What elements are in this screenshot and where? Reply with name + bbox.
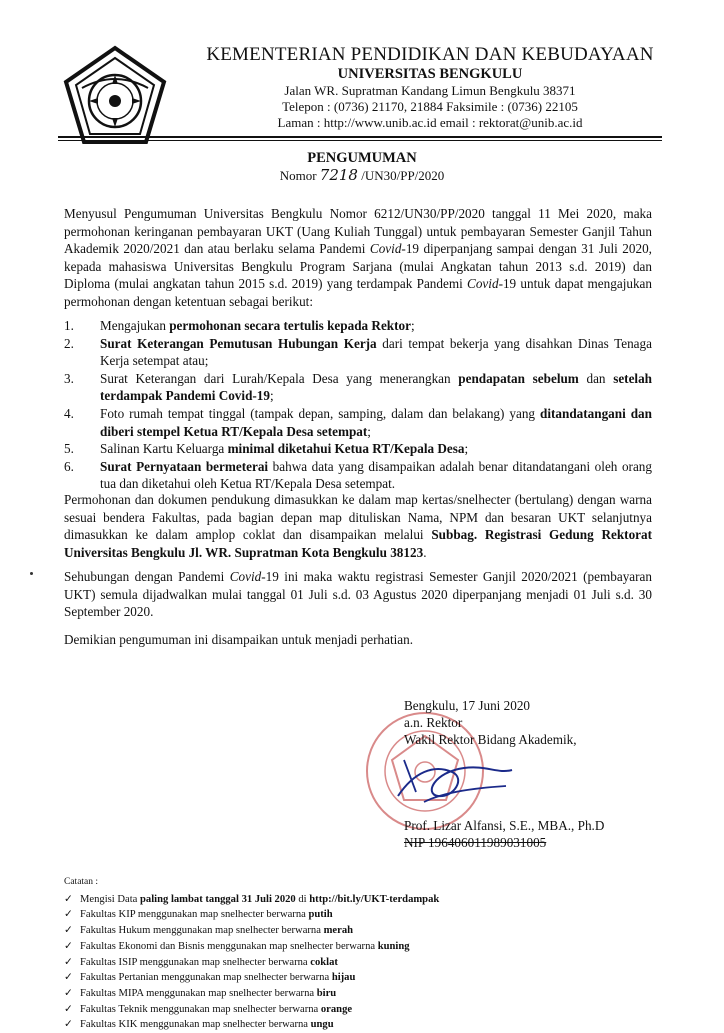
- signature-block: [404, 697, 577, 748]
- university-web: Laman : http://www.unib.ac.id email : rektorat@unib.ac.id: [277, 115, 583, 130]
- letterhead: [180, 44, 680, 131]
- list-item: ✓ Mengisi Data paling lambat tanggal 31 Juli 2020 di http://bit.ly/UKT-terdampak: [64, 892, 664, 908]
- signing-position: Wakil Rektor Bidang Akademik,: [404, 732, 577, 747]
- number-suffix: /UN30/PP/2020: [357, 168, 445, 183]
- list-item: 6. Surat Pernyataan bermeterai bahwa data yang disampaikan adalah benar ditandatangani oleh orang tua dan diketahui oleh Ketua RT/Kepala Desa setempat.: [64, 458, 652, 492]
- announcement-title: [0, 150, 724, 184]
- form-link[interactable]: http://bit.ly/UKT-terdampak: [309, 893, 440, 905]
- unib-seal-icon: [60, 44, 170, 148]
- list-item: 4. Foto rumah tempat tinggal (tampak depan, samping, dalam dan belakang) yang ditandatangani dan diberi stempel Ketua RT/Kepala Desa setempat;: [64, 405, 652, 439]
- check-icon: ✓: [64, 940, 73, 952]
- list-item: ✓ Fakultas Ekonomi dan Bisnis menggunakan map snelhecter berwarna kuning: [64, 939, 664, 955]
- ministry-name: KEMENTERIAN PENDIDIKAN DAN KEBUDAYAAN: [206, 44, 654, 65]
- scan-speck: [30, 572, 33, 575]
- signatory-name: Prof. Lizar Alfansi, S.E., MBA., Ph.D: [404, 818, 605, 833]
- check-icon: ✓: [64, 909, 73, 921]
- signatory: [404, 817, 604, 851]
- closing-paragraph: Demikian pengumuman ini disampaikan untuk menjadi perhatian.: [64, 632, 414, 647]
- check-icon: ✓: [64, 972, 73, 984]
- letterhead-rule-thick: [58, 136, 662, 138]
- list-item: ✓ Fakultas Hukum menggunakan map snelhecter berwarna merah: [64, 923, 664, 939]
- check-icon: ✓: [64, 956, 73, 968]
- intro-paragraph: Menyusul Pengumuman Universitas Bengkulu Nomor 6212/UN30/PP/2020 tanggal 11 Mei 2020, maka permohonan keringanan pembayaran UKT (Uang Kuliah Tunggal) untuk pembayaran Semester Ganjil Tahun Akademik 2020/2021 dan atau berlaku selama Pandemi Covid-19 diperpanjang sampai dengan 31 Juli 2020, kepada mahasiswa Universitas Bengkulu Program Sarjana (mulai Angkatan tahun 2013 s.d. 2019) dan Diploma (mulai angkatan tahun 2015 s.d. 2019) yang terdampak Pandemi Covid-19 untuk dapat mengajukan permohonan dengan ketentuan sebagai berikut:: [64, 206, 652, 309]
- list-item: 3. Surat Keterangan dari Lurah/Kepala Desa yang menerangkan pendapatan sebelum dan setelah terdampak Pandemi Covid-19;: [64, 370, 653, 404]
- check-icon: ✓: [64, 1003, 73, 1015]
- check-icon: ✓: [64, 893, 73, 905]
- list-item: ✓ Fakultas KIP menggunakan map snelhecter berwarna putih: [64, 907, 664, 923]
- list-item: ✓ Fakultas ISIP menggunakan map snelhecter berwarna coklat: [64, 955, 664, 971]
- list-item: ✓ Fakultas KIK menggunakan map snelhecter berwarna ungu: [64, 1017, 664, 1033]
- letterhead-rule-thin: [58, 140, 662, 141]
- signing-on-behalf: a.n. Rektor: [404, 715, 463, 730]
- list-item: ✓ Fakultas MIPA menggunakan map snelhecter berwarna biru: [64, 986, 664, 1002]
- handwritten-number: 7218: [319, 166, 358, 184]
- requirements-list: [64, 317, 652, 493]
- handwritten-signature-icon: [394, 752, 524, 822]
- signing-place-date: Bengkulu, 17 Juni 2020: [404, 698, 531, 713]
- list-item: 5. Salinan Kartu Keluarga minimal diketahui Ketua RT/Kepala Desa;: [64, 441, 469, 457]
- university-address: Jalan WR. Supratman Kandang Limun Bengkulu 38371: [284, 83, 576, 98]
- announcement-number: [0, 167, 724, 184]
- registration-paragraph: Sehubungan dengan Pandemi Covid-19 ini maka waktu registrasi Semester Ganjil 2020/2021 (pembayaran UKT) semula dijadwalkan mulai tanggal 01 Juli s.d. 03 Agustus 2020 diperpanjang menjadi 01 Juli s.d. 30 September 2020.: [64, 569, 652, 620]
- notes-caption: Catatan :: [64, 877, 99, 887]
- university-phone: Telepon : (0736) 21170, 21884 Faksimile : (0736) 22105: [282, 99, 578, 114]
- signatory-nip: NIP 196406011989031005: [404, 835, 547, 850]
- check-icon: ✓: [64, 925, 73, 937]
- university-name: UNIVERSITAS BENGKULU: [337, 66, 523, 82]
- notes-section: [64, 875, 664, 1033]
- announcement-heading: PENGUMUMAN: [307, 150, 417, 166]
- check-icon: ✓: [64, 987, 73, 999]
- number-prefix: Nomor: [279, 168, 320, 183]
- list-item: ✓ Fakultas Teknik menggunakan map snelhecter berwarna orange: [64, 1002, 664, 1018]
- list-item: ✓ Fakultas Pertanian menggunakan map snelhecter berwarna hijau: [64, 970, 664, 986]
- submission-paragraph: Permohonan dan dokumen pendukung dimasukkan ke dalam map kertas/snelhecter (bertulang) dengan warna sesuai bendera Fakultas, pada bagian depan map dituliskan Nama, NPM dan besaran UKT selanjutnya dimasukkan ke dalam amplop coklat dan disampaikan melalui Subbag. Registrasi Gedung Rektorat Universitas Bengkulu Jl. WR. Supratman Kota Bengkulu 38123.: [64, 492, 653, 560]
- check-icon: ✓: [64, 1019, 73, 1031]
- university-logo: [60, 44, 170, 148]
- list-item: 1. Mengajukan permohonan secara tertulis kepada Rektor;: [64, 318, 415, 333]
- list-item: 2. Surat Keterangan Pemutusan Hubungan Kerja dari tempat bekerja yang disahkan Dinas Tenaga Kerja setempat atau;: [64, 335, 652, 369]
